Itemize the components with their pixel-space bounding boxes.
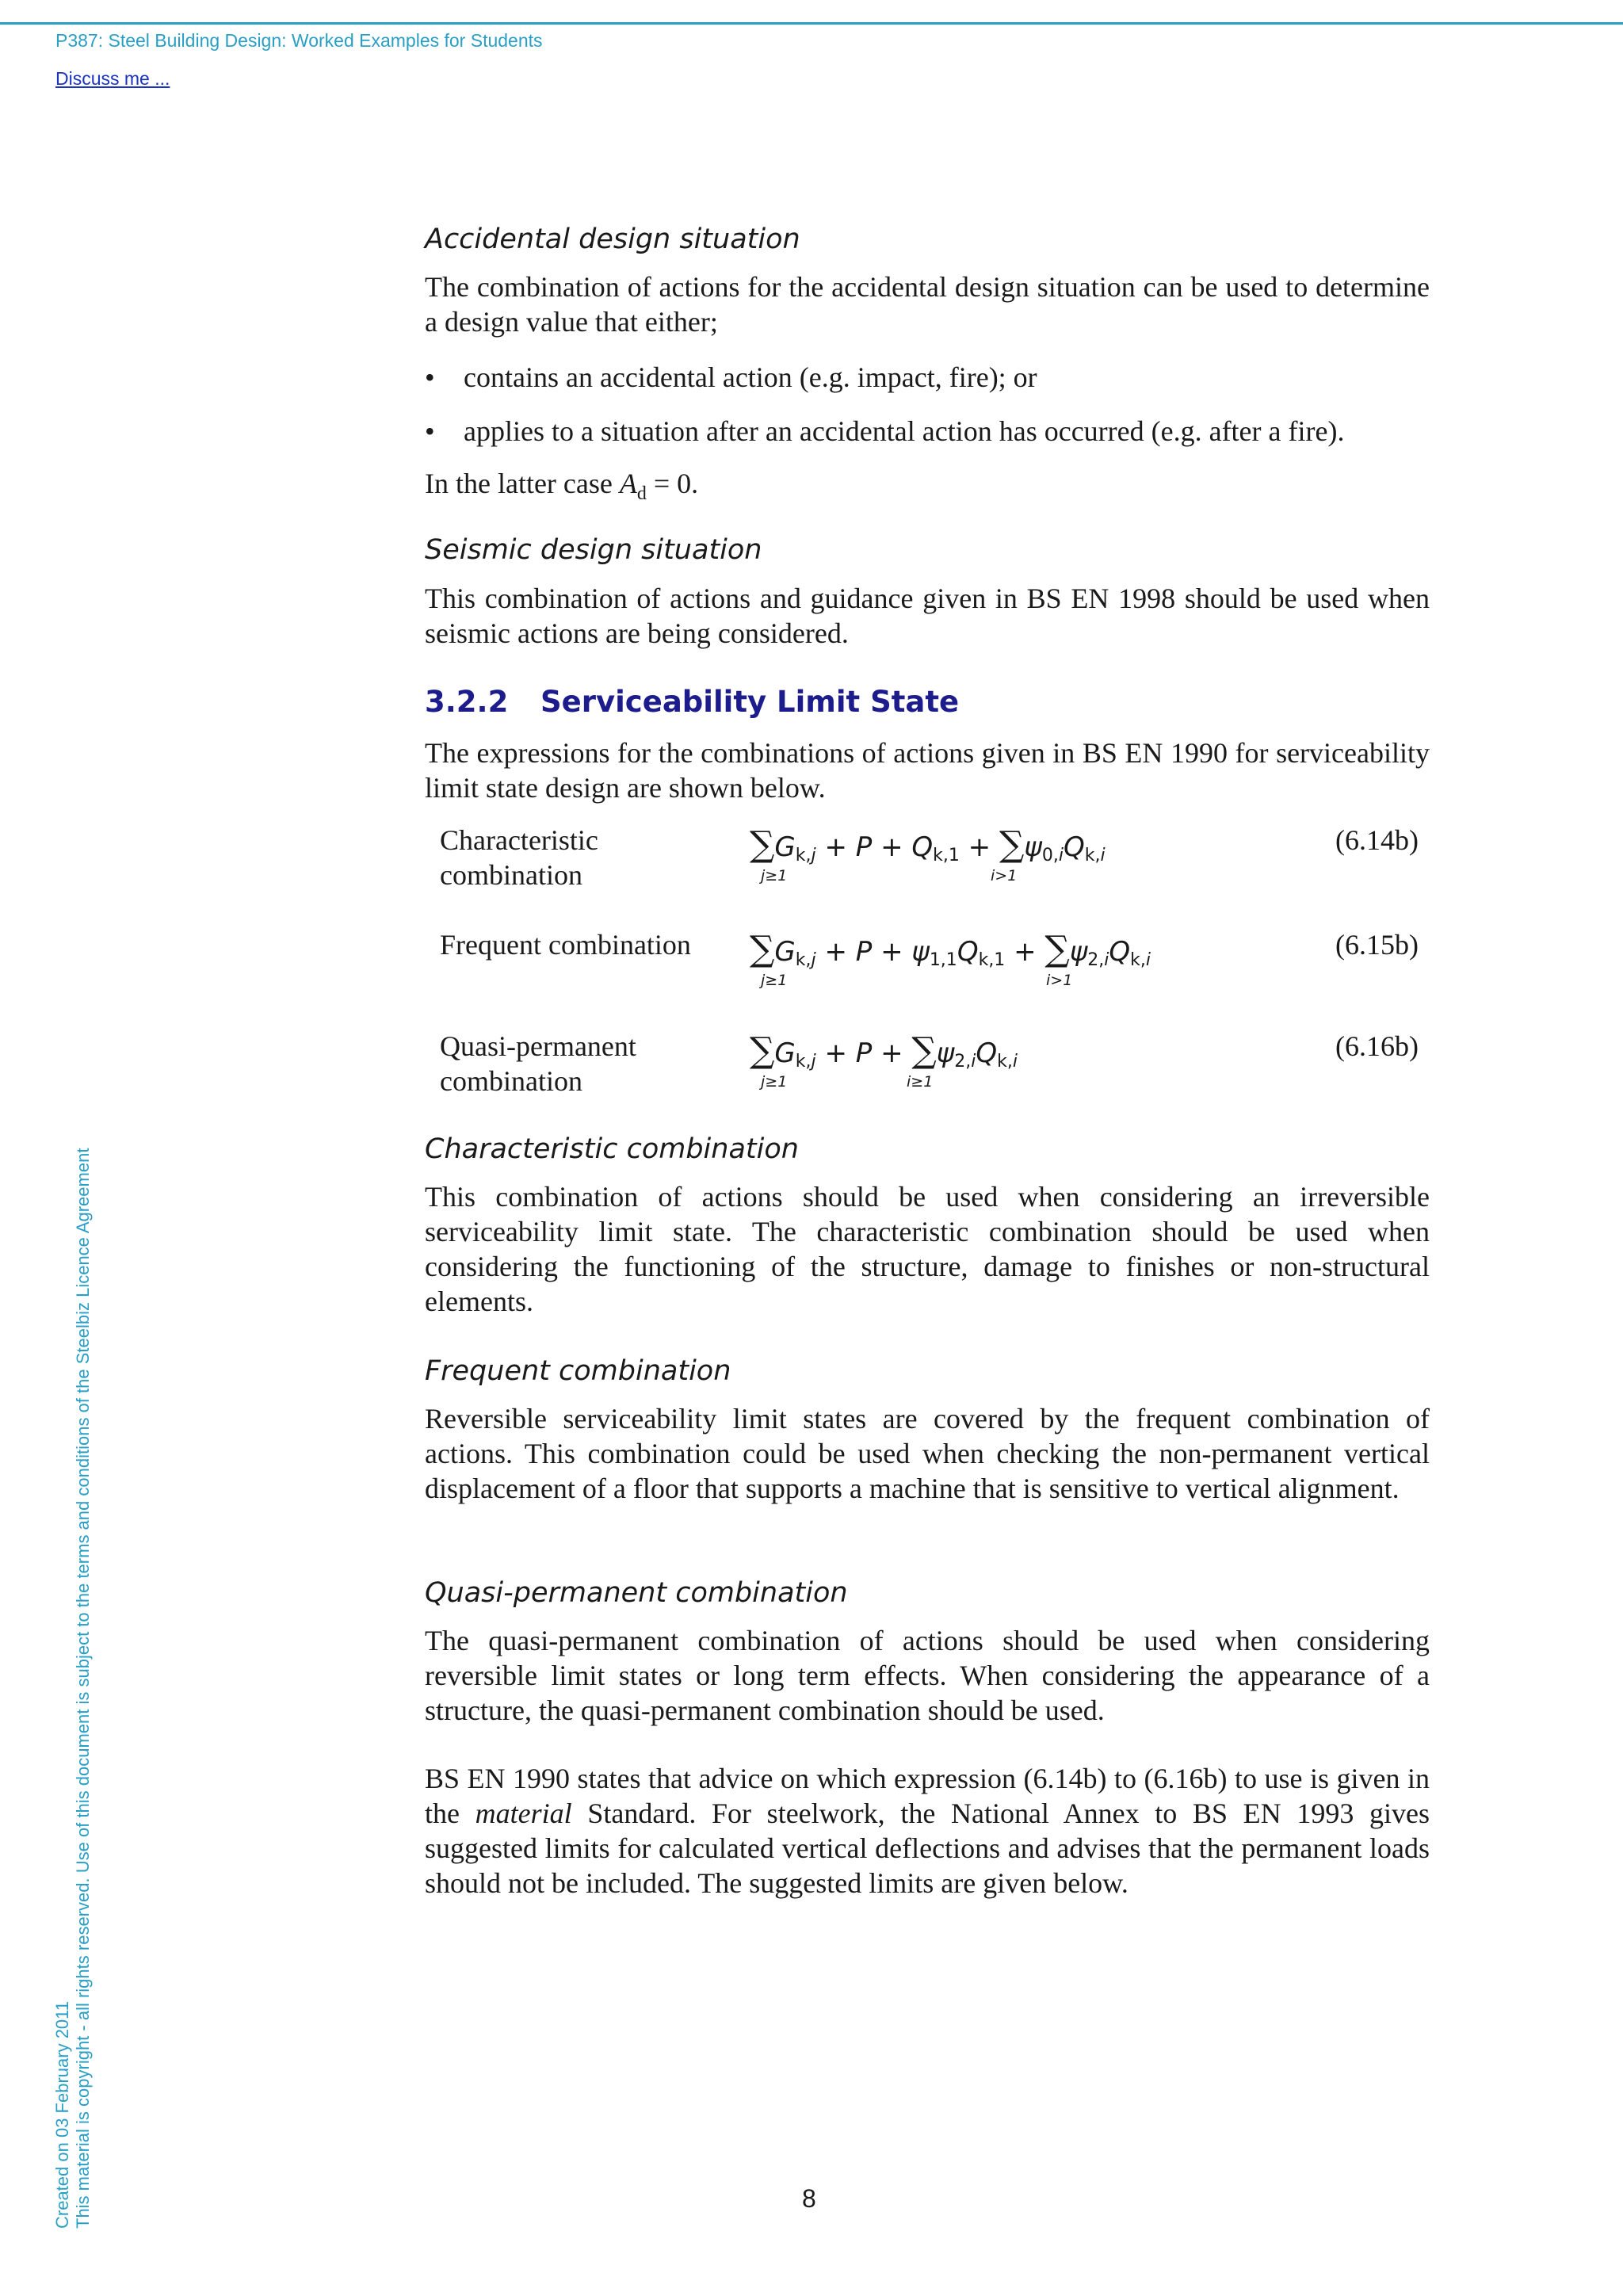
frequent-heading: Frequent combination [425,1355,731,1387]
formula-expression: ∑Gk,j + P + ∑ψ2,iQk,i j≥1 i≥1 [750,1030,1018,1091]
formula-characteristic [425,823,1430,918]
accidental-heading: Accidental design situation [425,223,800,255]
licence-text: This material is copyright - all rights reserved. Use of this document is subject to the terms and conditions of the Steelbiz Licence Agreement [73,1148,93,2229]
latter-case-text: In the latter case $A_d = 0$. [425,468,699,505]
formula-label: Characteristic combination [440,824,598,891]
formula-expression: ∑Gk,j + P + ψ1,1Qk,1 + ∑ψ2,iQk,i j≥1 i>1 [750,929,1151,989]
document-title: P387: Steel Building Design: Worked Examples for Students [55,30,543,51]
equation-number: (6.14b) [1335,824,1419,856]
formula-quasi-permanent [425,1029,1430,1124]
quasi-heading: Quasi-permanent combination [425,1577,848,1609]
created-date: Created on 03 February 2011 [52,2001,72,2229]
equation-number: (6.16b) [1335,1030,1419,1062]
characteristic-heading: Characteristic combination [425,1133,799,1165]
discuss-link[interactable]: Discuss me ... [55,68,170,89]
equation-number: (6.15b) [1335,929,1419,961]
frequent-text: Reversible serviceability limit states are covered by the frequent combination of actions. This combination could be used when checking the non-permanent vertical displacement of a floor that supports a machine that is sensitive to vertical alignment. [425,1403,1430,1504]
seismic-heading: Seismic design situation [425,534,762,566]
formula-frequent [425,927,1430,1022]
closing-text: BS EN 1990 states that advice on which expression (6.14b) to (6.16b) to use is given in the material Standard. For steelwork, the National Annex to BS EN 1993 gives suggested limits for calculated vertical deflections and advises that the permanent loads should not be included. The suggested limits are given below. [425,1763,1430,1899]
copyright-notice [52,1148,94,2229]
page-number: 8 [802,2184,816,2213]
bullet-icon: • [425,415,435,447]
seismic-text: This combination of actions and guidance given in BS EN 1998 should be used when seismic actions are being considered. [425,583,1430,649]
formula-expression: ∑Gk,j + P + Qk,1 + ∑ψ0,iQk,i j≥1 i>1 [750,824,1106,884]
section-heading: 3.2.2 Serviceability Limit State [425,685,960,719]
characteristic-text: This combination of actions should be used when considering an irreversible serviceability limit state. The characteristic combination should be used when considering the functioning of the structure, damage to finishes or non-structural elements. [425,1181,1430,1317]
formula-label: Quasi-permanent combination [440,1030,636,1097]
bullet-icon: • [425,361,435,393]
accidental-intro: The combination of actions for the accidental design situation can be used to determine a design value that either; [425,271,1430,338]
quasi-text: The quasi-permanent combination of actions should be used when considering reversible limit states or long term effects. When considering the appearance of a structure, the quasi-permanent combination should be used. [425,1625,1430,1726]
header-rule [0,22,1623,25]
formula-label: Frequent combination [440,929,691,961]
section-intro: The expressions for the combinations of actions given in BS EN 1990 for serviceability limit state design are shown below. [425,737,1430,804]
